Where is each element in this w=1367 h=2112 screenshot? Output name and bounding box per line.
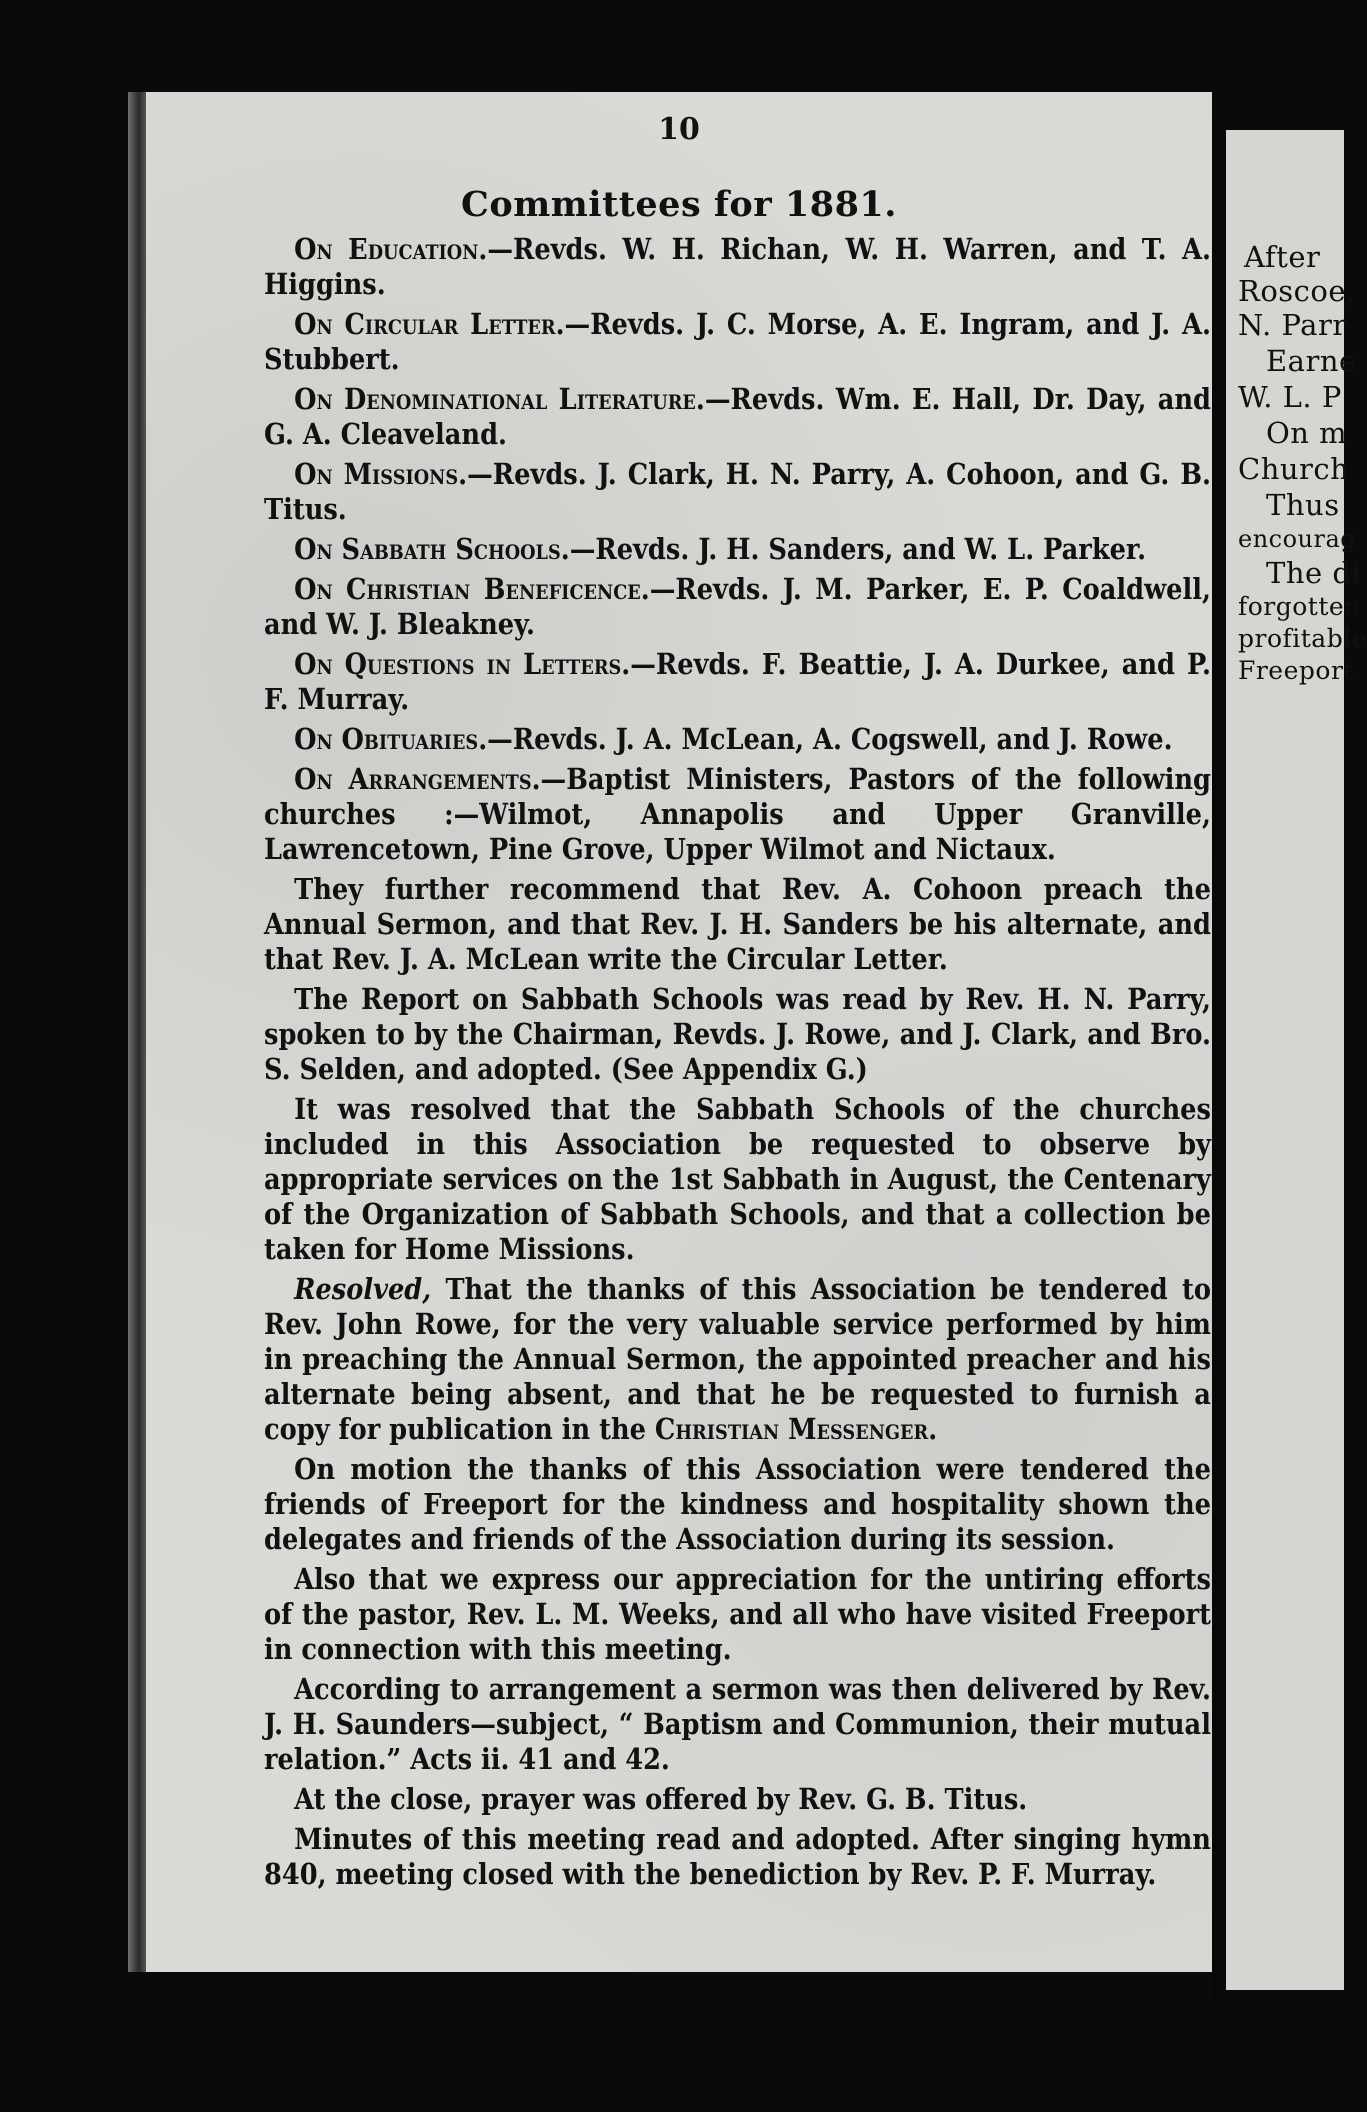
resolved-lead: Resolved, xyxy=(294,1272,432,1306)
committee-questions-in-letters xyxy=(264,647,1211,717)
committee-obituaries xyxy=(264,722,1211,757)
committee-members: —Revds. J. H. Sanders, and W. L. Parker. xyxy=(569,532,1147,566)
page-number: 10 xyxy=(658,112,700,147)
page-gutter xyxy=(1212,120,1226,2000)
committee-members: —Baptist Ministers, Pastors of the following churches :—Wilmot, Annapolis and Upper Granville, Lawrencetown, Pine Grove, Upper Wilmot and Nictaux. xyxy=(264,762,1211,866)
committee-name: On Sabbath Schools. xyxy=(294,532,570,566)
committee-members: —Revds. F. Beattie, J. A. Durkee, and P. F. Murray. xyxy=(264,647,1211,716)
committee-christian-beneficence xyxy=(264,572,1211,642)
committee-name: On Denominational Literature. xyxy=(294,382,705,416)
page-body xyxy=(264,232,1211,1897)
paragraph-appreciation: Also that we express our appreciation for the untiring efforts of the pastor, Rev. L. M. Weeks, and all who have visited Freeport in connection with this meeting. xyxy=(264,1562,1211,1666)
committee-name: On Missions. xyxy=(294,457,468,491)
committee-circular-letter xyxy=(264,307,1211,377)
next-page-line: After xyxy=(1244,240,1321,274)
committee-name: On Arrangements. xyxy=(294,762,541,796)
committee-members: —Revds. J. Clark, H. N. Parry, A. Cohoon, and G. B. Titus. xyxy=(264,457,1211,526)
committee-members: —Revds. J. A. McLean, A. Cogswell, and J. Rowe. xyxy=(487,722,1173,756)
committee-name: On Questions in Letters. xyxy=(294,647,631,681)
next-page-line: forgotten xyxy=(1238,592,1361,621)
committee-name: On Education. xyxy=(294,232,488,266)
next-page-line: On m xyxy=(1266,416,1348,450)
next-page-line: Thus xyxy=(1266,488,1340,522)
resolved-text: That the thanks of this Association be tendered to Rev. John Rowe, for the very valuable service performed by him in preaching the Annual Sermon, the appointed preacher and his alternate being absent, and that he be requested to furnish a copy for publication in the xyxy=(264,1272,1211,1446)
next-page-line: Church xyxy=(1238,452,1350,486)
next-page-line: N. Parr xyxy=(1238,308,1347,342)
paragraph-thanks-freeport: On motion the thanks of this Association were tendered the friends of Freeport for the kindness and hospitality shown the delegates and friends of the Association during its session. xyxy=(264,1452,1211,1556)
committee-education xyxy=(264,232,1211,302)
committee-arrangements xyxy=(264,762,1211,867)
paragraph-resolved xyxy=(264,1272,1211,1447)
committee-members: —Revds. Wm. E. Hall, Dr. Day, and G. A. Cleaveland. xyxy=(264,382,1211,451)
next-page-line: W. L. P xyxy=(1238,380,1342,414)
adjacent-page-fragment xyxy=(1226,130,1367,1990)
committee-name: On Circular Letter. xyxy=(294,307,565,341)
committee-members: —Revds. J. C. Morse, A. E. Ingram, and J. A. Stubbert. xyxy=(264,307,1211,376)
next-page-line: Freeport xyxy=(1238,656,1354,685)
page-heading: Committees for 1881. xyxy=(461,184,897,225)
committee-members: —Revds. W. H. Richan, W. H. Warren, and T. A. Higgins. xyxy=(264,232,1211,301)
paragraph-recommendation: They further recommend that Rev. A. Cohoon preach the Annual Sermon, and that Rev. J. H. Sanders be his alternate, and that Rev. J. A. McLean write the Circular Letter. xyxy=(264,872,1211,976)
next-page-line: The di xyxy=(1266,556,1362,590)
page-binding-edge xyxy=(128,92,146,1972)
paragraph-centenary: It was resolved that the Sabbath Schools of the churches included in this Association be requested to observe by appropriate services on the 1st Sabbath in August, the Centenary of the Organization of Sabbath Schools, and that a collection be taken for Home Missions. xyxy=(264,1092,1211,1266)
paragraph-sermon: According to arrangement a sermon was then delivered by Rev. J. H. Saunders—subject, “ Baptism and Communion, their mutual relation.” Acts ii. 41 and 42. xyxy=(264,1672,1211,1776)
committee-denominational-literature xyxy=(264,382,1211,452)
paragraph-sabbath-report: The Report on Sabbath Schools was read by Rev. H. N. Parry, spoken to by the Chairman, Revds. J. Rowe, and J. Clark, and Bro. S. Selden, and adopted. (See Appendix G.) xyxy=(264,982,1211,1086)
committee-members: —Revds. J. M. Parker, E. P. Coaldwell, and W. J. Bleakney. xyxy=(264,572,1211,641)
next-page-line: encourag xyxy=(1238,525,1357,553)
committee-name: On Christian Beneficence. xyxy=(294,572,650,606)
committee-name: On Obituaries. xyxy=(294,722,488,756)
committee-missions xyxy=(264,457,1211,527)
scanned-page xyxy=(146,92,1212,1972)
committee-sabbath-schools xyxy=(264,532,1211,567)
publication-name: Christian Messenger. xyxy=(654,1412,938,1446)
next-page-line: Earne xyxy=(1266,344,1357,378)
paragraph-closing: Minutes of this meeting read and adopted. After singing hymn 840, meeting closed with the benediction by Rev. P. F. Murray. xyxy=(264,1822,1211,1891)
next-page-line: profitable xyxy=(1238,624,1367,653)
next-page-line: Roscoe, xyxy=(1238,274,1356,308)
paragraph-prayer: At the close, prayer was offered by Rev. G. B. Titus. xyxy=(294,1782,1028,1816)
